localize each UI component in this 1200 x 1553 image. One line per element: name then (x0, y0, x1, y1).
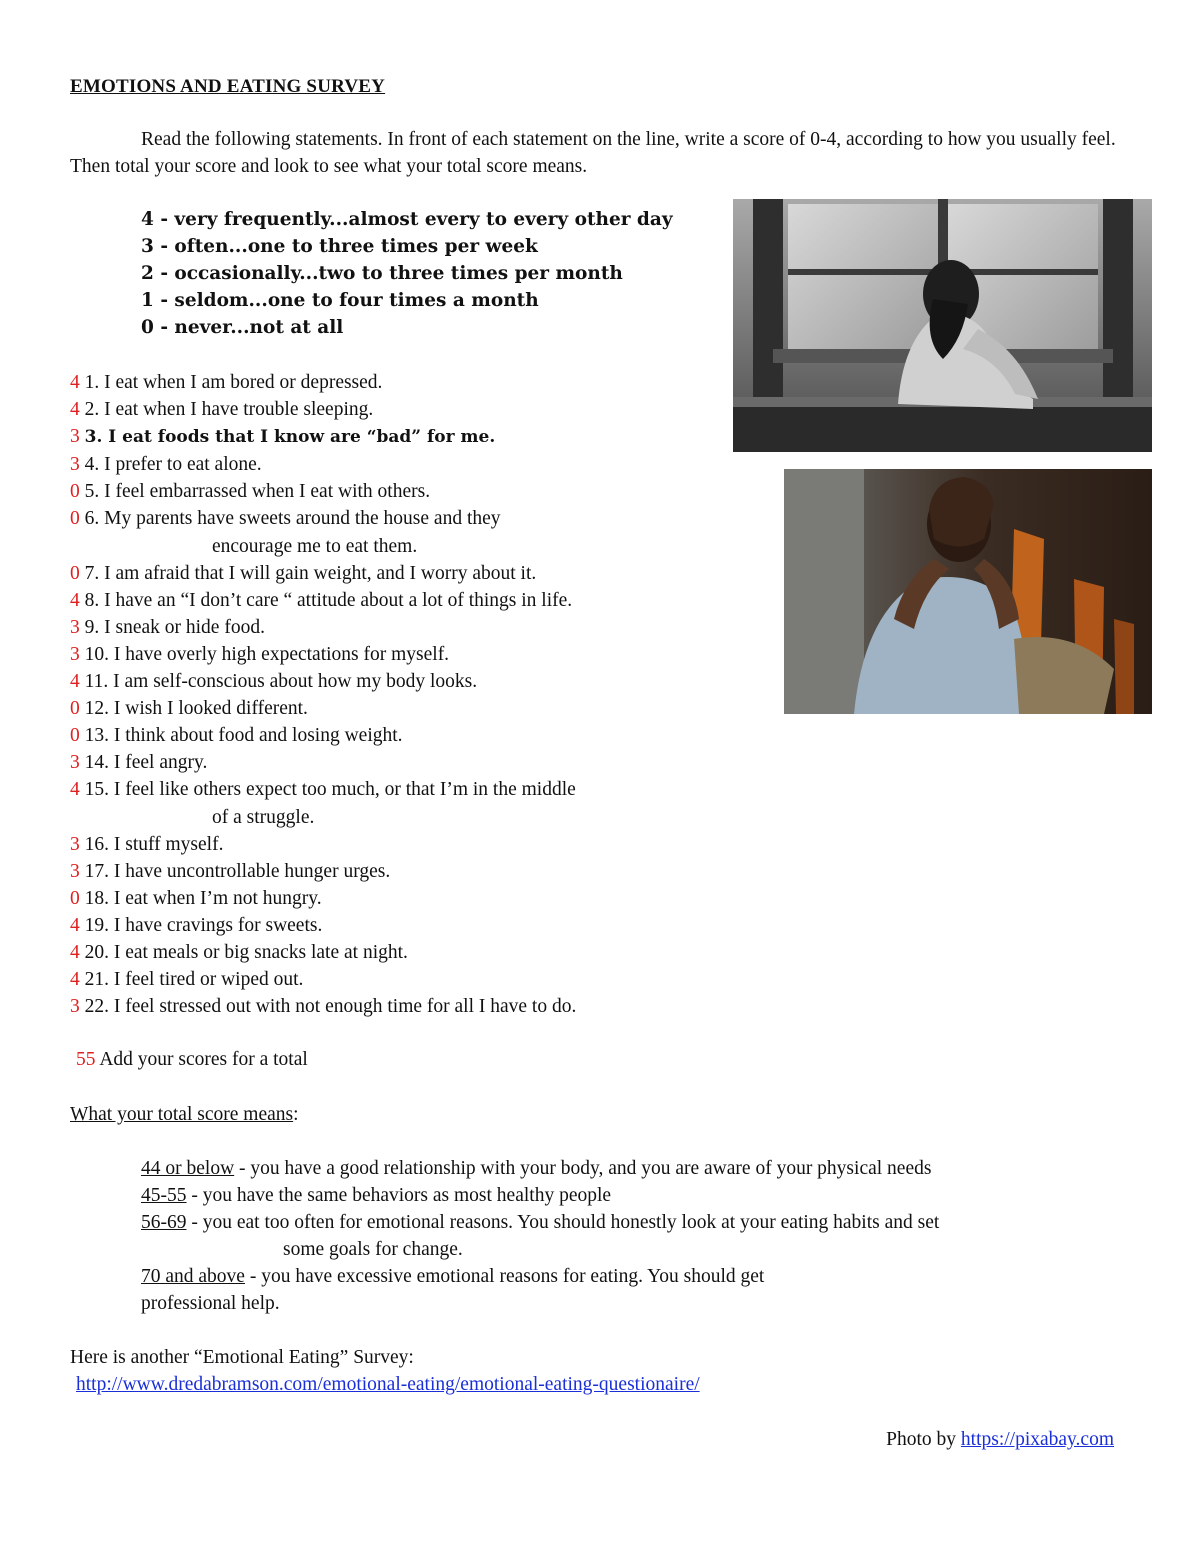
list-item (70, 451, 730, 478)
score-meaning-heading-text: What your total score means (70, 1104, 294, 1125)
range-item (141, 1263, 1141, 1317)
item-text: 8. I have an “I don’t care “ attitude about a lot of things in life. (84, 589, 573, 611)
item-text: 18. I eat when I’m not hungry. (84, 887, 322, 909)
item-text-continued: of a struggle. (212, 806, 315, 828)
list-item (70, 369, 730, 396)
scale-item: 2 - occasionally...two to three times per month (141, 263, 623, 284)
item-score: 4 (70, 589, 80, 611)
list-item (70, 722, 730, 749)
item-score: 0 (70, 887, 80, 909)
rating-scale (141, 206, 673, 341)
another-survey-text: Here is another “Emotional Eating” Survey: (70, 1347, 414, 1368)
range-description: - you have a good relationship with your body, and you are aware of your physical needs (234, 1158, 932, 1179)
list-item (70, 641, 730, 668)
item-text: 16. I stuff myself. (84, 833, 224, 855)
range-label: 45-55 (141, 1185, 187, 1206)
item-text: 2. I eat when I have trouble sleeping. (84, 399, 374, 421)
list-item (70, 939, 730, 966)
item-score: 3 (70, 752, 80, 774)
item-text: 7. I am afraid that I will gain weight, and I worry about it. (84, 562, 537, 584)
list-item (70, 966, 730, 993)
range-label: 70 and above (141, 1266, 245, 1287)
score-ranges (141, 1155, 1141, 1317)
range-item (141, 1209, 1141, 1263)
item-text: 13. I think about food and losing weight. (84, 725, 403, 747)
scale-item: 4 - very frequently...almost every to every other day (141, 209, 673, 230)
item-score: 0 (70, 562, 80, 584)
photo-credit (886, 1426, 1114, 1453)
total-score: 55 (76, 1049, 96, 1070)
list-item (70, 912, 730, 939)
stressed-woman-photo (784, 469, 1152, 714)
range-description: - you eat too often for emotional reasons. You should honestly look at your eating habits and set (186, 1212, 940, 1233)
item-text: 14. I feel angry. (84, 752, 208, 774)
item-score: 3 (70, 616, 80, 638)
list-item (70, 478, 730, 505)
range-label: 56-69 (141, 1212, 187, 1233)
photo-credit-prefix: Photo by (886, 1429, 961, 1450)
item-score: 3 (70, 833, 80, 855)
list-item (70, 993, 730, 1020)
scale-item: 3 - often...one to three times per week (141, 236, 538, 257)
item-score: 4 (70, 941, 80, 963)
item-score: 3 (70, 996, 80, 1018)
item-text: 12. I wish I looked different. (84, 698, 308, 720)
list-item (70, 396, 730, 423)
list-item (70, 776, 730, 830)
item-text: 19. I have cravings for sweets. (84, 914, 323, 936)
item-text: 1. I eat when I am bored or depressed. (84, 372, 383, 393)
item-score: 3 (70, 426, 80, 448)
item-score: 0 (70, 508, 80, 530)
item-text: 6. My parents have sweets around the house and they (84, 508, 501, 530)
item-text: 3. I eat foods that I know are “bad” for me. (84, 427, 496, 448)
item-text: 9. I sneak or hide food. (84, 616, 265, 638)
item-text-continued: encourage me to eat them. (212, 535, 418, 557)
list-item (70, 423, 730, 451)
range-item (141, 1182, 1141, 1209)
range-description-continued: professional help. (141, 1293, 280, 1314)
total-label: Add your scores for a total (99, 1049, 308, 1070)
range-description-continued: some goals for change. (283, 1239, 463, 1260)
item-text: 4. I prefer to eat alone. (84, 454, 262, 476)
total-line (76, 1046, 308, 1073)
list-item (70, 749, 730, 776)
item-text: 22. I feel stressed out with not enough time for all I have to do. (84, 996, 577, 1018)
item-score: 0 (70, 481, 80, 503)
item-text: 10. I have overly high expectations for myself. (84, 643, 450, 665)
scale-item: 1 - seldom...one to four times a month (141, 290, 539, 311)
list-item (70, 560, 730, 587)
instructions-paragraph: Read the following statements. In front of each statement on the line, write a score of 0-4, according to how you usually feel. Then total your score and look to see what your total score means. (70, 129, 1116, 177)
list-item (70, 668, 730, 695)
page-title: EMOTIONS AND EATING SURVEY (70, 76, 386, 97)
item-text: 5. I feel embarrassed when I eat with others. (84, 481, 431, 503)
item-score: 4 (70, 914, 80, 936)
survey-items (70, 369, 730, 1020)
item-score: 3 (70, 860, 80, 882)
item-text: 20. I eat meals or big snacks late at night. (84, 941, 408, 963)
range-item (141, 1155, 1141, 1182)
list-item (70, 858, 730, 885)
item-text: 21. I feel tired or wiped out. (84, 969, 304, 991)
sad-girl-window-photo (733, 199, 1152, 452)
range-label: 44 or below (141, 1158, 235, 1179)
range-description: - you have the same behaviors as most healthy people (186, 1185, 612, 1206)
list-item (70, 885, 730, 912)
pixabay-link[interactable]: https://pixabay.com (960, 1429, 1114, 1450)
item-score: 4 (70, 372, 80, 393)
item-text: 15. I feel like others expect too much, or that I’m in the middle (84, 779, 576, 801)
list-item (70, 831, 730, 858)
item-score: 0 (70, 725, 80, 747)
range-description: - you have excessive emotional reasons for eating. You should get (244, 1266, 765, 1287)
list-item (70, 695, 730, 722)
item-score: 4 (70, 399, 80, 421)
item-score: 0 (70, 698, 80, 720)
list-item (70, 614, 730, 641)
score-meaning-heading (70, 1101, 299, 1128)
scale-item: 0 - never...not at all (141, 317, 344, 338)
item-score: 4 (70, 671, 80, 693)
list-item (70, 587, 730, 614)
item-score: 3 (70, 454, 80, 476)
item-text: 11. I am self-conscious about how my body looks. (84, 671, 478, 693)
another-survey-link[interactable]: http://www.dredabramson.com/emotional-eating/emotional-eating-questionaire/ (76, 1374, 700, 1395)
list-item (70, 505, 730, 559)
item-text: 17. I have uncontrollable hunger urges. (84, 860, 391, 882)
score-meaning-heading-colon: : (293, 1104, 299, 1125)
item-score: 4 (70, 779, 80, 801)
item-score: 3 (70, 643, 80, 665)
item-score: 4 (70, 969, 80, 991)
